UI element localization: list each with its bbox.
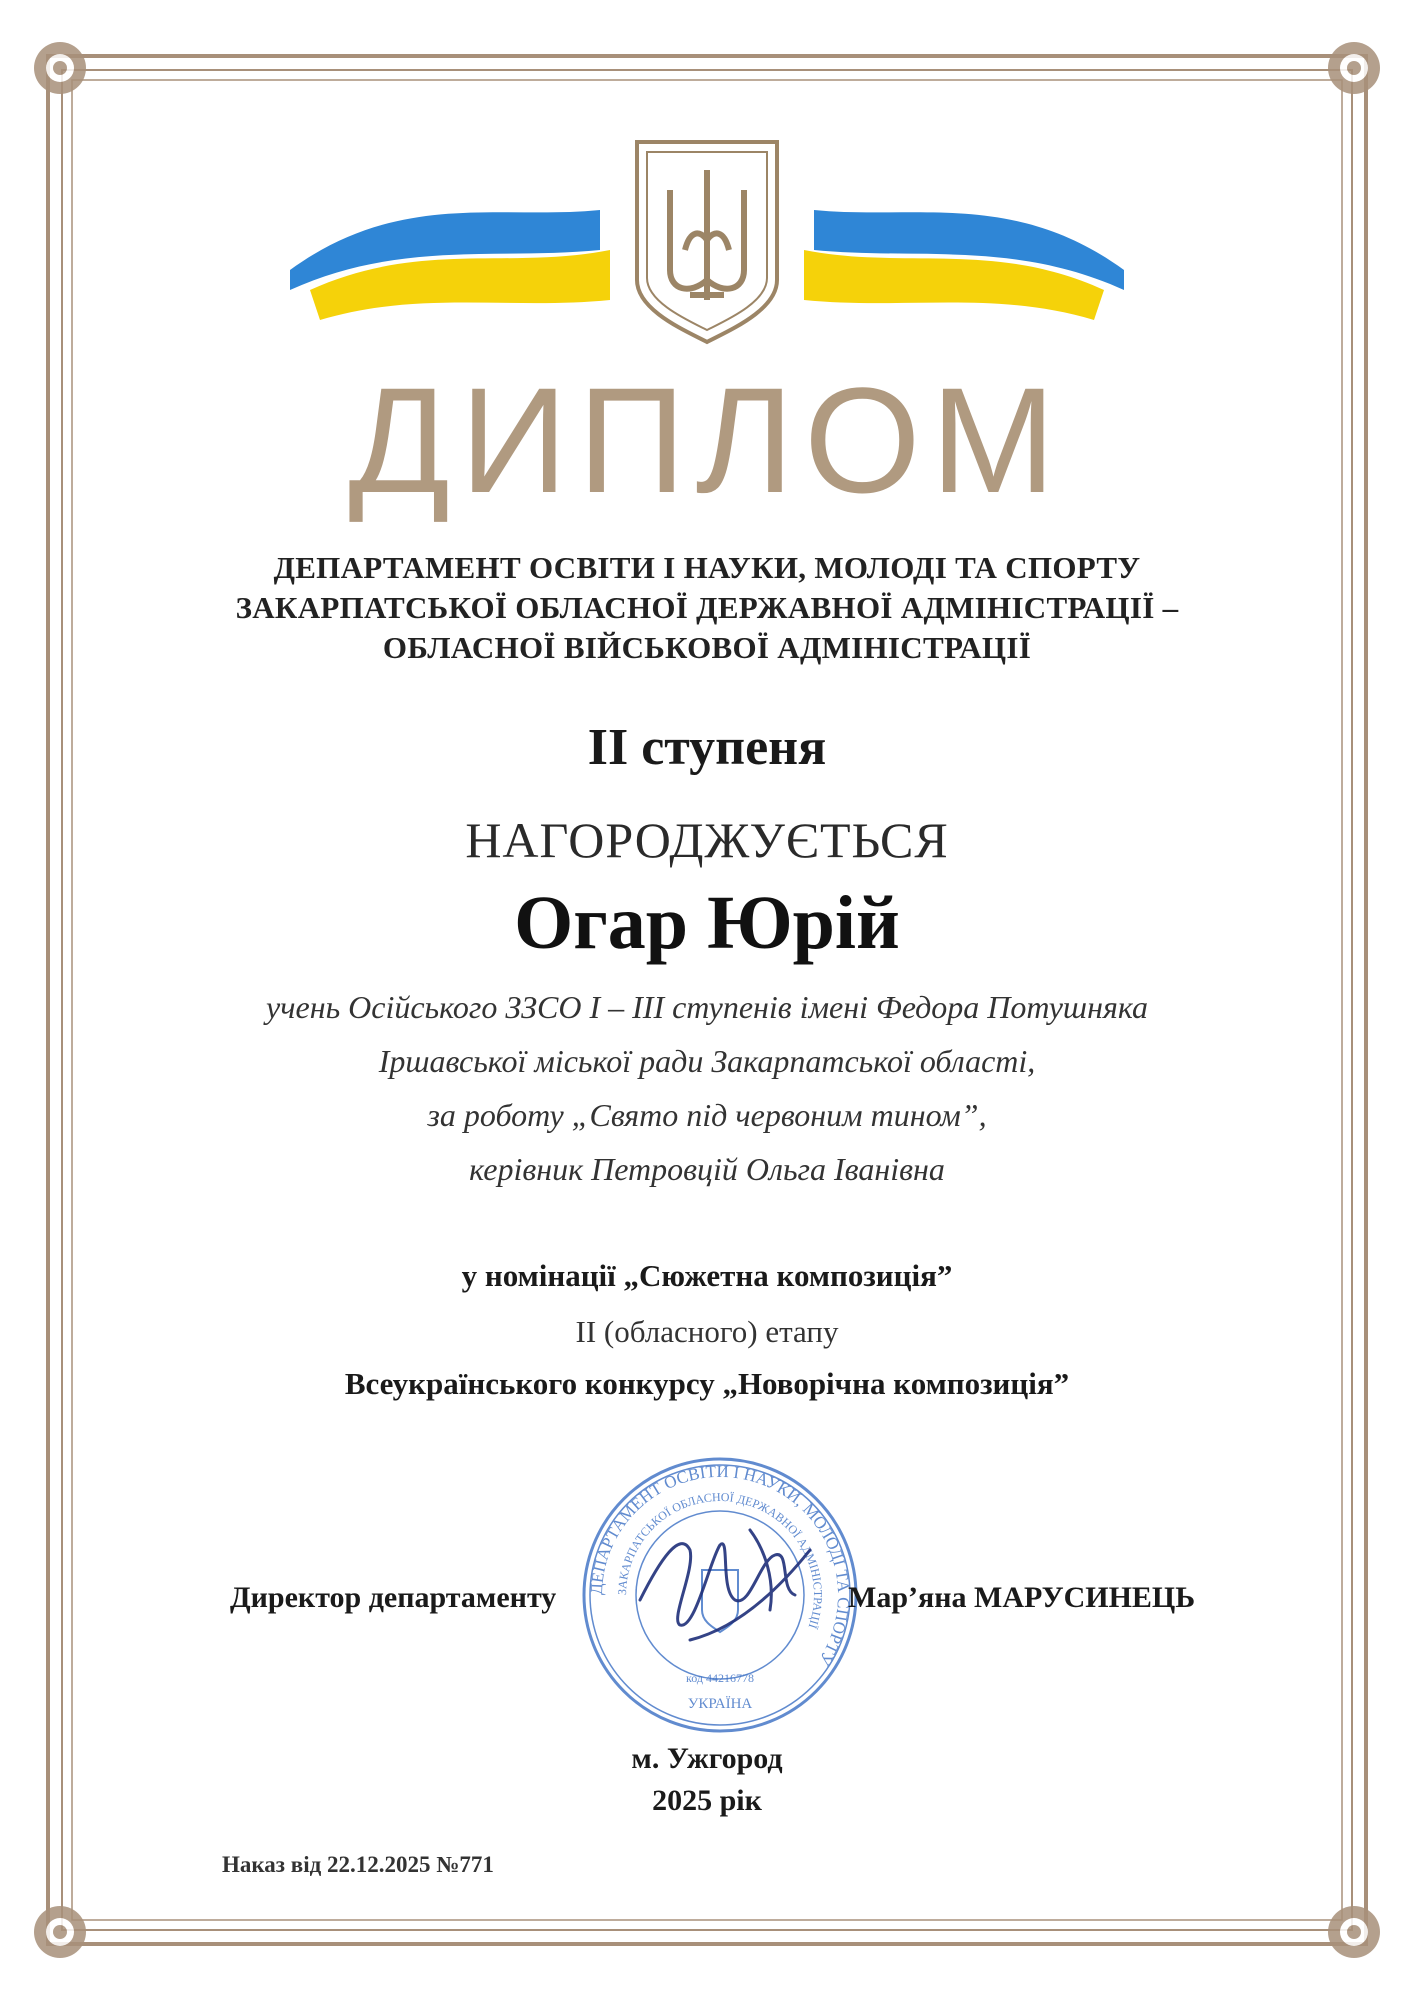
place-and-year	[0, 1738, 1414, 1822]
city-label: м. Ужгород	[631, 1742, 783, 1775]
stamp-country: УКРАЇНА	[687, 1696, 753, 1712]
signatory-title: Директор департаменту	[230, 1581, 557, 1614]
department-line: ОБЛАСНОЇ ВІЙСЬКОВОЇ АДМІНІСТРАЦІЇ	[382, 630, 1032, 665]
recipient-name: Огар Юрій	[514, 881, 900, 965]
awarded-label: НАГОРОДЖУЄТЬСЯ	[465, 812, 949, 868]
degree-label: ІІ ступеня	[587, 719, 827, 776]
department-line: ДЕПАРТАМЕНТ ОСВІТИ І НАУКИ, МОЛОДІ ТА СПОРТУ	[273, 550, 1141, 585]
order-note: Наказ від 22.12.2025 №771	[222, 1852, 494, 1877]
details-line: Іршавської міської ради Закарпатської області,	[378, 1043, 1036, 1079]
corner-ornament-icon	[1328, 1906, 1380, 1958]
year-label: 2025 рік	[652, 1784, 762, 1817]
corner-ornament-icon	[34, 42, 86, 94]
contest-text: Всеукраїнського конкурсу „Новорічна композиція”	[344, 1366, 1070, 1401]
signature-icon	[640, 1530, 810, 1640]
stamp-ring-text: ДЕПАРТАМЕНТ ОСВІТИ І НАУКИ, МОЛОДІ ТА СПОРТУ	[586, 1461, 854, 1669]
stamp-code: код 44216778	[686, 1671, 754, 1685]
signatory-name: Мар’яна МАРУСИНЕЦЬ	[848, 1581, 1196, 1614]
details-line: за роботу „Свято під червоним тином”,	[427, 1097, 987, 1133]
nomination-text: у номінації „Сюжетна композиція”	[461, 1258, 953, 1293]
stage-text: ІІ (обласного) етапу	[575, 1314, 839, 1349]
details-line: учень Осійського ЗЗСО І – ІІІ ступенів імені Федора Потушняка	[266, 989, 1148, 1025]
corner-ornament-icon	[1328, 42, 1380, 94]
recipient-details	[0, 980, 1414, 1196]
stamp-inner-ring-text: ЗАКАРПАТСЬКОЇ ОБЛАСНОЇ ДЕРЖАВНОЇ АДМІНІСТРАЦІЇ	[614, 1489, 826, 1631]
trident-emblem-icon	[280, 130, 1134, 350]
diploma-title: ДИПЛОМ	[348, 356, 1066, 524]
department-line: ЗАКАРПАТСЬКОЇ ОБЛАСНОЇ ДЕРЖАВНОЇ АДМІНІСТРАЦІЇ –	[235, 590, 1179, 625]
official-seal-icon	[570, 1450, 870, 1740]
department-header	[0, 548, 1414, 668]
corner-ornament-icon	[34, 1906, 86, 1958]
details-line: керівник Петровцій Ольга Іванівна	[469, 1151, 945, 1187]
